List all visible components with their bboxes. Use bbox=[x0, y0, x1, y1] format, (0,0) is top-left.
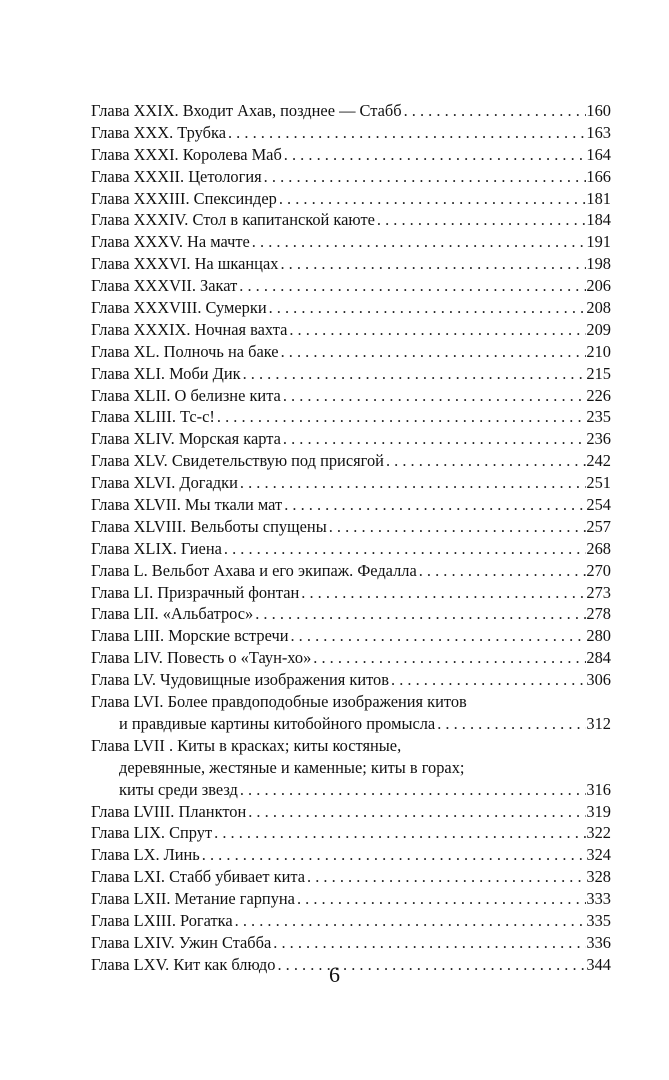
dot-leader bbox=[327, 516, 587, 538]
toc-entry-title: Глава XL. Полночь на баке bbox=[91, 341, 279, 361]
toc-entry-page: 257 bbox=[586, 516, 611, 536]
dot-leader bbox=[279, 341, 587, 363]
toc-entry-page: 273 bbox=[586, 582, 611, 602]
toc-entry-title: Глава XLIX. Гиена bbox=[91, 538, 222, 558]
toc-entry-line bbox=[91, 822, 611, 844]
toc-entry-page: 312 bbox=[586, 713, 611, 733]
toc-entry-title: Глава XLI. Моби Дик bbox=[91, 363, 241, 383]
toc-entry bbox=[91, 822, 611, 844]
toc-entry-page: 242 bbox=[586, 451, 611, 471]
dot-leader bbox=[262, 166, 587, 188]
toc-entry bbox=[91, 275, 611, 297]
toc-entry-line bbox=[91, 866, 611, 888]
dot-leader bbox=[287, 319, 586, 341]
page-number: 6 bbox=[329, 962, 340, 987]
toc-entry-title: Глава XXXIII. Спексиндер bbox=[91, 188, 277, 208]
toc-entry-line bbox=[91, 231, 611, 253]
toc-entry-line bbox=[91, 385, 611, 407]
toc-entry-page: 236 bbox=[586, 429, 611, 449]
toc-entry-title: Глава LXV. Кит как блюдо bbox=[91, 954, 276, 974]
toc-entry-page: 322 bbox=[586, 823, 611, 843]
toc-entry-line bbox=[91, 603, 611, 625]
toc-entry-line bbox=[91, 450, 611, 472]
toc-entry-line bbox=[91, 560, 611, 582]
toc-entry-page: 333 bbox=[586, 889, 611, 909]
toc-entry-title: Глава LX. Линь bbox=[91, 845, 200, 865]
toc-entry bbox=[91, 144, 611, 166]
dot-leader bbox=[278, 253, 586, 275]
toc-entry-line bbox=[91, 472, 611, 494]
toc-entry-line bbox=[91, 209, 611, 231]
toc-entry bbox=[91, 297, 611, 319]
toc-entry bbox=[91, 801, 611, 823]
toc-entry bbox=[91, 319, 611, 341]
toc-entry-title: Глава LIV. Повесть о «Таун-хо» bbox=[91, 648, 312, 668]
toc-entry-title: Глава XLIII. Тс-с! bbox=[91, 407, 215, 427]
dot-leader bbox=[237, 275, 586, 297]
dot-leader bbox=[271, 932, 586, 954]
toc-entry-page: 344 bbox=[586, 954, 611, 974]
toc-entry bbox=[91, 450, 611, 472]
dot-leader bbox=[222, 538, 587, 560]
toc-entry-line bbox=[91, 253, 611, 275]
toc-entry-line bbox=[91, 341, 611, 363]
dot-leader bbox=[435, 713, 586, 735]
toc-entry-line bbox=[91, 428, 611, 450]
toc-entry-continuation-line bbox=[91, 713, 611, 735]
toc-entry-page: 166 bbox=[586, 166, 611, 186]
toc-entry-title: Глава LV. Чудовищные изображения китов bbox=[91, 670, 389, 690]
toc-entry-title: Глава XLVII. Мы ткали мат bbox=[91, 495, 283, 515]
toc-entry-page: 270 bbox=[586, 560, 611, 580]
toc-entry-title: Глава LIX. Спрут bbox=[91, 823, 213, 843]
toc-entry-page: 164 bbox=[586, 144, 611, 164]
toc-entry-page: 268 bbox=[586, 538, 611, 558]
toc-entry-line bbox=[91, 100, 611, 122]
toc-entry-title: Глава XXXVI. На шканцах bbox=[91, 254, 279, 274]
toc-entry-line bbox=[91, 691, 611, 713]
toc-entry bbox=[91, 209, 611, 231]
dot-leader bbox=[241, 363, 587, 385]
toc-entry-title: Глава LXIV. Ужин Стабба bbox=[91, 932, 272, 952]
toc-entry bbox=[91, 844, 611, 866]
dot-leader bbox=[226, 122, 586, 144]
toc-entry-page: 324 bbox=[586, 845, 611, 865]
toc-entry bbox=[91, 363, 611, 385]
toc-entry bbox=[91, 538, 611, 560]
toc-entry-line bbox=[91, 166, 611, 188]
toc-entry bbox=[91, 669, 611, 691]
toc-entry bbox=[91, 406, 611, 428]
toc-entry-page: 209 bbox=[586, 319, 611, 339]
toc-entry bbox=[91, 735, 611, 801]
toc-entry-title: киты среди звезд bbox=[119, 779, 238, 799]
toc-entry-continuation-line bbox=[91, 757, 611, 779]
toc-entry-line bbox=[91, 910, 611, 932]
toc-entry-line bbox=[91, 275, 611, 297]
dot-leader bbox=[238, 779, 587, 801]
toc-entry-page: 160 bbox=[586, 101, 611, 120]
dot-leader bbox=[402, 100, 587, 122]
toc-entry-title: Глава LXII. Метание гарпуна bbox=[91, 889, 295, 909]
toc-entry-title: Глава XXXIX. Ночная вахта bbox=[91, 319, 288, 339]
toc-entry-page: 328 bbox=[586, 867, 611, 887]
toc-entry bbox=[91, 647, 611, 669]
toc-entry-line bbox=[91, 932, 611, 954]
toc-entry-page: 210 bbox=[586, 341, 611, 361]
toc-entry-continuation-line bbox=[91, 779, 611, 801]
toc-entry bbox=[91, 691, 611, 735]
toc-entry-page: 335 bbox=[586, 910, 611, 930]
toc-entry bbox=[91, 122, 611, 144]
toc-entry bbox=[91, 166, 611, 188]
toc-entry-line bbox=[91, 144, 611, 166]
toc-entry-line bbox=[91, 494, 611, 516]
toc-entry-line bbox=[91, 319, 611, 341]
toc-entry-page: 306 bbox=[586, 670, 611, 690]
toc-entry-page: 198 bbox=[586, 254, 611, 274]
toc-entry-line bbox=[91, 625, 611, 647]
dot-leader bbox=[281, 385, 587, 407]
toc-entry-title: Глава XXIX. Входит Ахав, позднее — Стабб bbox=[91, 101, 402, 120]
dot-leader bbox=[375, 209, 587, 231]
toc-entry-page: 184 bbox=[586, 210, 611, 230]
toc-entry-title: Глава XLV. Свидетельствую под присягой bbox=[91, 451, 384, 471]
toc-entry-line bbox=[91, 844, 611, 866]
toc-entry-title: деревянные, жестяные и каменные; киты в горах; bbox=[119, 757, 465, 777]
dot-leader bbox=[311, 647, 586, 669]
dot-leader bbox=[250, 231, 587, 253]
toc-entry-title: Глава XXX. Трубка bbox=[91, 122, 226, 142]
dot-leader bbox=[281, 428, 587, 450]
toc-entry-page: 284 bbox=[586, 648, 611, 668]
toc-entry-page: 235 bbox=[586, 407, 611, 427]
toc-entry-line bbox=[91, 801, 611, 823]
toc-entry bbox=[91, 582, 611, 604]
dot-leader bbox=[282, 144, 587, 166]
toc-entry bbox=[91, 494, 611, 516]
toc-entry bbox=[91, 516, 611, 538]
toc-entry bbox=[91, 866, 611, 888]
toc-entry-title: Глава LVI. Более правдоподобные изображения китов bbox=[91, 692, 467, 712]
toc-entry-page: 319 bbox=[586, 801, 611, 821]
toc-entry-title: Глава LII. «Альбатрос» bbox=[91, 604, 254, 624]
toc-entry-title: и правдивые картины китобойного промысла bbox=[119, 713, 436, 733]
toc-entry-line bbox=[91, 888, 611, 910]
toc-entry-title: Глава XXXII. Цетология bbox=[91, 166, 262, 186]
toc-entry bbox=[91, 428, 611, 450]
toc-entry-page: 181 bbox=[586, 188, 611, 208]
toc-entry bbox=[91, 341, 611, 363]
toc-entry bbox=[91, 385, 611, 407]
toc-entry-title: Глава L. Вельбот Ахава и его экипаж. Федалла bbox=[91, 560, 417, 580]
toc-entry-page: 251 bbox=[586, 473, 611, 493]
table-of-contents bbox=[91, 100, 611, 976]
dot-leader bbox=[389, 669, 586, 691]
toc-entry-title: Глава LVIII. Планктон bbox=[91, 801, 247, 821]
toc-entry-line bbox=[91, 297, 611, 319]
toc-entry bbox=[91, 603, 611, 625]
dot-leader bbox=[238, 472, 587, 494]
toc-entry bbox=[91, 253, 611, 275]
dot-leader bbox=[233, 910, 587, 932]
dot-leader bbox=[295, 888, 586, 910]
toc-entry-line bbox=[91, 516, 611, 538]
toc-entry-page: 336 bbox=[586, 932, 611, 952]
toc-entry-title: Глава XXXV. На мачте bbox=[91, 232, 250, 252]
toc-entry bbox=[91, 888, 611, 910]
toc-entry-line bbox=[91, 188, 611, 210]
toc-entry bbox=[91, 910, 611, 932]
toc-entry-title: Глава XXXVII. Закат bbox=[91, 276, 238, 296]
toc-entry-title: Глава LVII . Киты в красках; киты костяные, bbox=[91, 735, 402, 755]
toc-entry-page: 215 bbox=[586, 363, 611, 383]
toc-entry-line bbox=[91, 406, 611, 428]
toc-entry bbox=[91, 188, 611, 210]
toc-entry bbox=[91, 231, 611, 253]
dot-leader bbox=[299, 582, 586, 604]
toc-entry-title: Глава XXXI. Королева Маб bbox=[91, 144, 282, 164]
dot-leader bbox=[417, 560, 587, 582]
dot-leader bbox=[305, 866, 586, 888]
toc-entry-title: Глава XLVI. Догадки bbox=[91, 473, 238, 493]
dot-leader bbox=[215, 406, 587, 428]
toc-entry-title: Глава XXXIV. Стол в капитанской каюте bbox=[91, 210, 375, 230]
toc-entry-line bbox=[91, 669, 611, 691]
toc-entry-page: 226 bbox=[586, 385, 611, 405]
toc-entry-line bbox=[91, 735, 611, 757]
dot-leader bbox=[288, 625, 586, 647]
toc-entry-line bbox=[91, 582, 611, 604]
toc-entry-title: Глава LI. Призрачный фонтан bbox=[91, 582, 300, 602]
dot-leader bbox=[212, 822, 586, 844]
toc-entry-line bbox=[91, 538, 611, 560]
toc-entry bbox=[91, 625, 611, 647]
toc-entry-page: 206 bbox=[586, 276, 611, 296]
toc-entry-title: Глава XLII. О белизне кита bbox=[91, 385, 281, 405]
toc-entry-page: 316 bbox=[586, 779, 611, 799]
dot-leader bbox=[384, 450, 586, 472]
toc-entry-page: 280 bbox=[586, 626, 611, 646]
toc-entry-line bbox=[91, 122, 611, 144]
toc-entry-title: Глава XXXVIII. Сумерки bbox=[91, 298, 267, 318]
toc-entry-line bbox=[91, 647, 611, 669]
toc-entry-page: 208 bbox=[586, 298, 611, 318]
dot-leader bbox=[253, 603, 586, 625]
toc-entry-title: Глава LIII. Морские встречи bbox=[91, 626, 289, 646]
toc-entry-title: Глава XLVIII. Вельботы спущены bbox=[91, 516, 327, 536]
dot-leader bbox=[200, 844, 587, 866]
toc-entry-page: 254 bbox=[586, 495, 611, 515]
toc-entry-title: Глава LXI. Стабб убивает кита bbox=[91, 867, 306, 887]
toc-entry-line bbox=[91, 363, 611, 385]
toc-entry-page: 191 bbox=[586, 232, 611, 252]
toc-entry-page: 163 bbox=[586, 122, 611, 142]
dot-leader bbox=[277, 188, 587, 210]
toc-entry bbox=[91, 100, 611, 122]
dot-leader bbox=[282, 494, 586, 516]
dot-leader bbox=[267, 297, 587, 319]
toc-entry-title: Глава XLIV. Морская карта bbox=[91, 429, 281, 449]
toc-entry-title: Глава LXIII. Рогатка bbox=[91, 910, 233, 930]
toc-entry bbox=[91, 472, 611, 494]
toc-entry bbox=[91, 932, 611, 954]
toc-entry bbox=[91, 560, 611, 582]
dot-leader bbox=[246, 801, 586, 823]
toc-entry-page: 278 bbox=[586, 604, 611, 624]
